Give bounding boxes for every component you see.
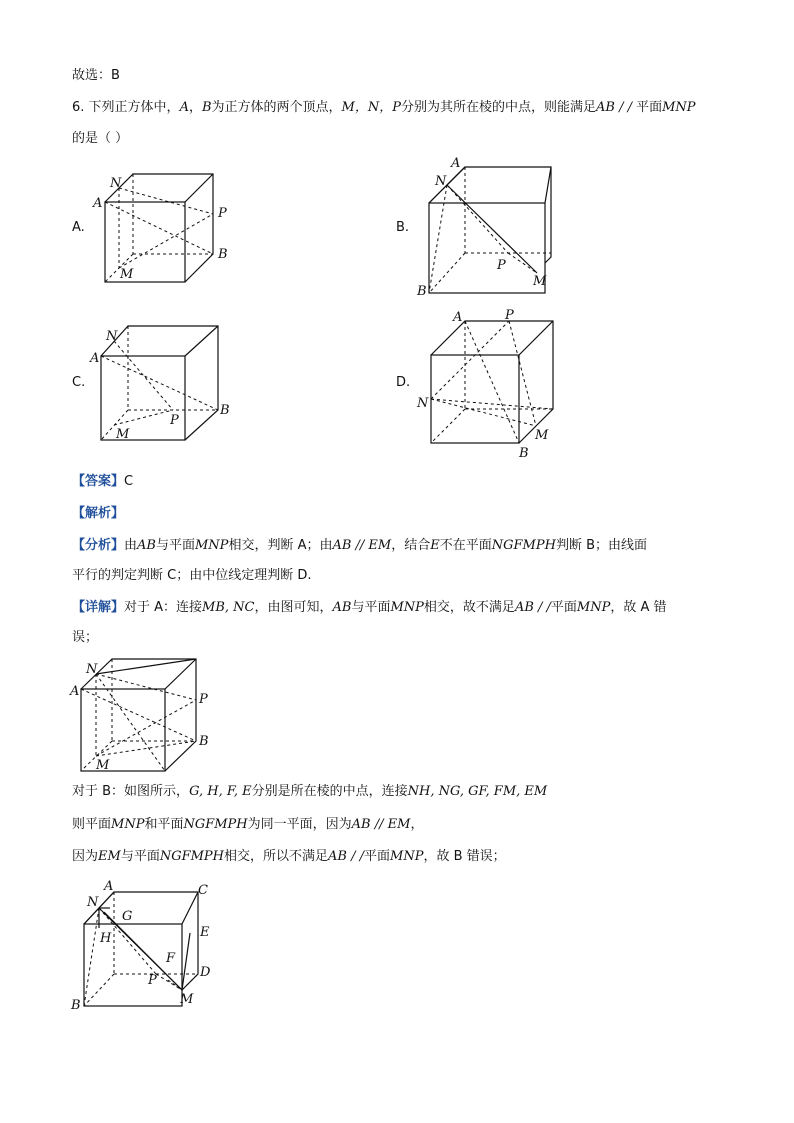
- text: 相交，所以不满足: [224, 849, 329, 864]
- question-text: 平面: [636, 100, 663, 115]
- label-N: N: [110, 176, 122, 191]
- math-MNP: MNP: [662, 100, 696, 115]
- math-AB-parallel: AB / /: [596, 100, 637, 115]
- label-M: M: [96, 758, 110, 773]
- math-AB: AB: [332, 600, 352, 615]
- label-N: N: [87, 895, 99, 910]
- figure-option-B: [415, 155, 565, 304]
- label-P: P: [218, 206, 227, 221]
- text: 为同一平面，因为: [247, 817, 352, 832]
- text: 平面: [364, 849, 391, 864]
- question-6-line-2: [72, 129, 128, 149]
- math-E: E: [430, 538, 440, 553]
- math-GHFE: G, H, F, E: [189, 784, 252, 799]
- math-B: B: [201, 100, 212, 115]
- cube-diagram-B: [415, 155, 565, 300]
- answer-tag: 【答案】: [72, 474, 125, 489]
- label-A: A: [104, 879, 114, 894]
- label-P: P: [199, 692, 208, 707]
- label-M: M: [120, 267, 134, 282]
- math-MNP: MNP: [576, 600, 611, 615]
- cube-diagram-A: [90, 170, 240, 295]
- b-line-3: [72, 847, 506, 867]
- math-EM: EM: [98, 849, 121, 864]
- math-plane: NGFMPH: [491, 538, 556, 553]
- fenxi-line-2: [72, 566, 312, 586]
- label-N: N: [106, 329, 118, 344]
- cube-diagram-C: [90, 322, 240, 447]
- label-N: N: [435, 174, 447, 189]
- text: 判断 B；由线面: [555, 538, 648, 553]
- text: 因为: [72, 849, 99, 864]
- math-plane: NGFMPH: [159, 849, 225, 864]
- answer-line: [72, 472, 133, 492]
- math-MNP: MNP: [390, 600, 424, 615]
- question-text: 下列正方体中，: [88, 100, 180, 115]
- xiangjie-tag: 【详解】: [72, 600, 125, 615]
- label-N: N: [86, 662, 98, 677]
- math-AB-par-EM: AB // EM: [332, 538, 392, 553]
- text: 与平面: [155, 538, 195, 553]
- label-P: P: [170, 413, 179, 428]
- label-B: B: [199, 734, 209, 749]
- label-A: A: [453, 310, 463, 325]
- text: 与平面: [351, 600, 391, 615]
- math-plane: NGFMPH: [183, 817, 248, 832]
- figure-explain-A: [68, 655, 218, 779]
- math-AB-par-EM: AB // EM: [351, 817, 411, 832]
- question-number: 6.: [72, 100, 89, 115]
- label-B: B: [519, 446, 529, 461]
- question-text: 分别为其所在棱的中点，则能满足: [400, 100, 596, 115]
- previous-answer-text: 故选：B: [72, 68, 120, 83]
- text: ，: [410, 817, 424, 832]
- b-line-2: [72, 815, 423, 835]
- text: ，结合: [391, 538, 431, 553]
- text: 对于 B：如图所示，: [72, 784, 190, 799]
- label-H: H: [100, 931, 112, 946]
- xiangjie-line-2: [72, 628, 98, 648]
- text: 相交，故不满足: [423, 600, 515, 615]
- label-B: B: [71, 998, 81, 1013]
- text: 不在平面: [439, 538, 492, 553]
- label-E: E: [200, 925, 210, 940]
- label-G: G: [122, 909, 133, 924]
- option-D-label: D.: [396, 375, 411, 390]
- math-A: A: [179, 100, 189, 115]
- cube-diagram-explain-B: [68, 878, 228, 1013]
- fenxi-line-1: [72, 536, 647, 556]
- math-AB: AB: [137, 538, 156, 553]
- text: 分别是所在棱的中点，连接: [251, 784, 408, 799]
- label-P: P: [497, 258, 506, 273]
- fenxi-tag: 【分析】: [72, 538, 125, 553]
- figure-option-A: [90, 170, 240, 299]
- text: 和平面: [144, 817, 184, 832]
- label-P: P: [505, 308, 514, 323]
- math-MB-NC: MB, NC: [202, 600, 255, 615]
- question-text: 为正方体的两个顶点，: [211, 100, 342, 115]
- label-A: A: [451, 156, 461, 171]
- label-D: D: [200, 965, 211, 980]
- math-MNP: MNP: [111, 817, 145, 832]
- math-MNP-list: M，N，P: [341, 100, 401, 115]
- option-C-label: C.: [72, 375, 86, 390]
- figure-option-C: [90, 322, 240, 451]
- text: ，故 A 错: [610, 600, 667, 615]
- math-segment-list: NH, NG, GF, FM, EM: [407, 784, 548, 799]
- label-C: C: [198, 883, 208, 898]
- label-A: A: [93, 196, 103, 211]
- label-B: B: [218, 247, 228, 262]
- answer-value: C: [124, 474, 134, 489]
- text: 则平面: [72, 817, 112, 832]
- xiangjie-line-1: [72, 598, 667, 618]
- question-text: 的是（ ）: [72, 131, 129, 146]
- option-A-label: A.: [72, 220, 85, 235]
- text: ，由图可知，: [254, 600, 333, 615]
- text: 由: [124, 538, 138, 553]
- option-B-label: B.: [396, 220, 410, 235]
- b-line-1: [72, 782, 547, 802]
- figure-option-D: [415, 305, 565, 464]
- cube-diagram-D: [415, 305, 565, 460]
- math-AB-parallel: AB / /: [514, 600, 551, 615]
- question-6-line-1: [72, 98, 696, 118]
- text: 平面: [550, 600, 577, 615]
- label-A: A: [70, 684, 80, 699]
- label-M: M: [180, 992, 194, 1007]
- text: 与平面: [120, 849, 160, 864]
- text: 相交，判断 A；由: [228, 538, 333, 553]
- label-M: M: [535, 428, 549, 443]
- label-N: N: [417, 396, 429, 411]
- comma: ，: [188, 100, 202, 115]
- label-B: B: [220, 403, 230, 418]
- label-B: B: [417, 284, 427, 299]
- text: 对于 A：连接: [124, 600, 203, 615]
- label-A: A: [90, 351, 100, 366]
- jiexi-line: [72, 504, 124, 524]
- text: 平行的判定判断 C；由中位线定理判断 D.: [72, 568, 312, 583]
- previous-answer-line: [72, 66, 120, 86]
- figure-explain-B: [68, 878, 228, 1017]
- label-F: F: [166, 951, 176, 966]
- label-P: P: [148, 973, 157, 988]
- math-MNP: MNP: [390, 849, 424, 864]
- text: ，故 B 错误；: [423, 849, 506, 864]
- math-MNP: MNP: [195, 538, 229, 553]
- label-M: M: [116, 427, 130, 442]
- math-AB-parallel: AB / /: [328, 849, 365, 864]
- text: 误；: [72, 630, 99, 645]
- label-M: M: [533, 274, 547, 289]
- jiexi-tag: 【解析】: [72, 506, 125, 521]
- cube-diagram-explain-A: [68, 655, 218, 775]
